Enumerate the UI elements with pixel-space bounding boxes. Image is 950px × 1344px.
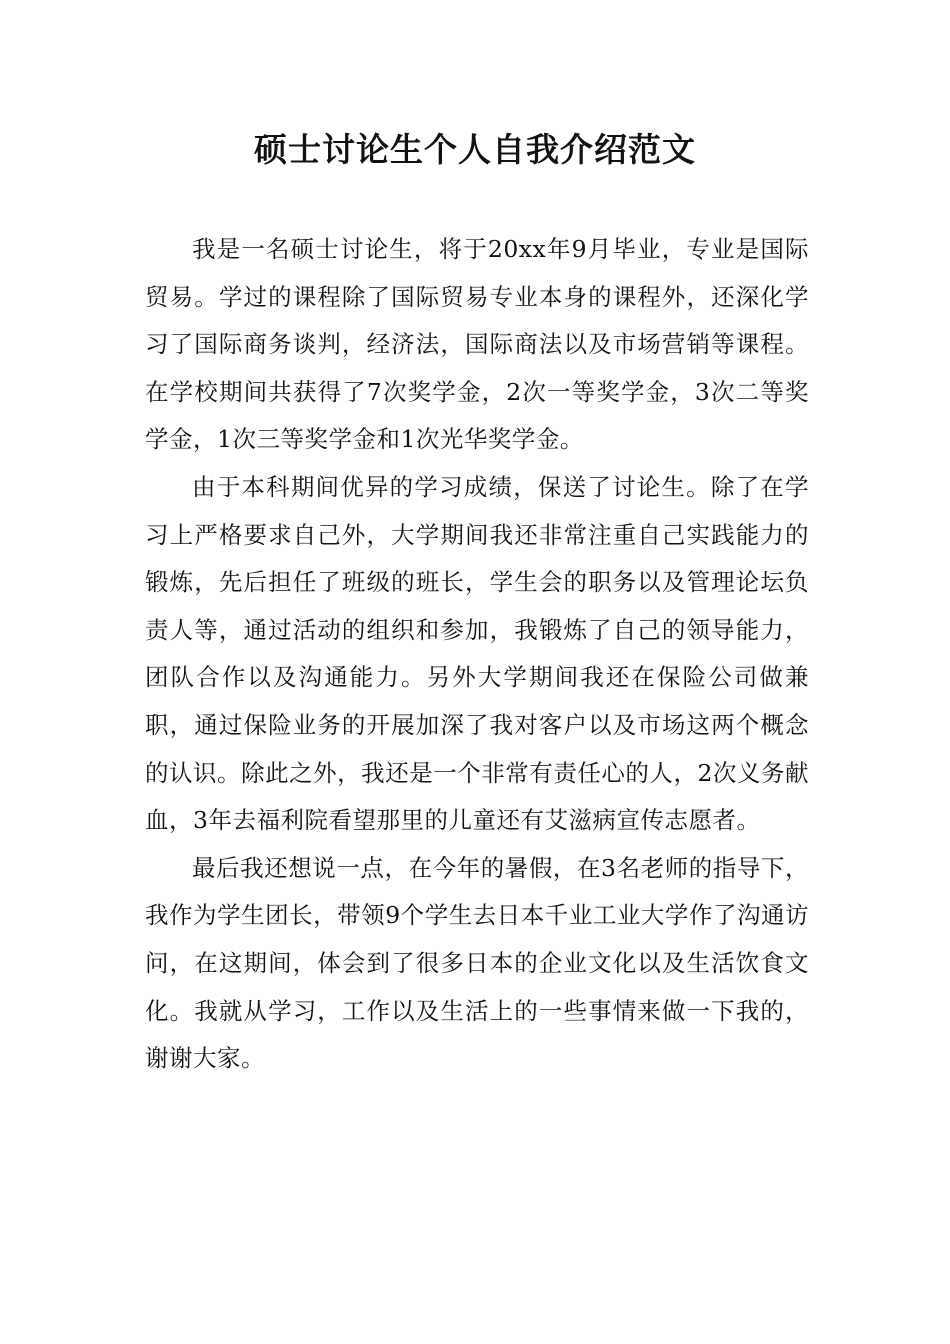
paragraph-1: 我是一名硕士讨论生，将于20xx年9月毕业，专业是国际贸易。学过的课程除了国际贸易专业本身的课程外，还深化学习了国际商务谈判，经济法，国际商法以及市场营销等课程。在学校期间共获得了7次奖学金，2次一等奖学金，3次二等奖学金，1次三等奖学金和1次光华奖学金。 (145, 235, 809, 454)
paragraph-2: 由于本科期间优异的学习成绩，保送了讨论生。除了在学习上严格要求自己外，大学期间我还非常注重自己实践能力的锻炼，先后担任了班级的班长，学生会的职务以及管理论坛负责人等，通过活动的组织和参加，我锻炼了自己的领导能力，团队合作以及沟通能力。另外大学期间我还在保险公司做兼职，通过保险业务的开展加深了我对客户以及市场这两个概念的认识。除此之外，我还是一个非常有责任心的人，2次义务献血，3年去福利院看望那里的儿童还有艾滋病宣传志愿者。 (145, 472, 809, 835)
document-body (145, 226, 809, 1083)
paragraph-3: 最后我还想说一点，在今年的暑假，在3名老师的指导下，我作为学生团长，带领9个学生去日本千业工业大学作了沟通访问，在这期间，体会到了很多日本的企业文化以及生活饮食文化。我就从学习，工作以及生活上的一些事情来做一下我的，谢谢大家。 (145, 853, 809, 1073)
page-title: 硕士讨论生个人自我介绍范文 (254, 130, 696, 169)
